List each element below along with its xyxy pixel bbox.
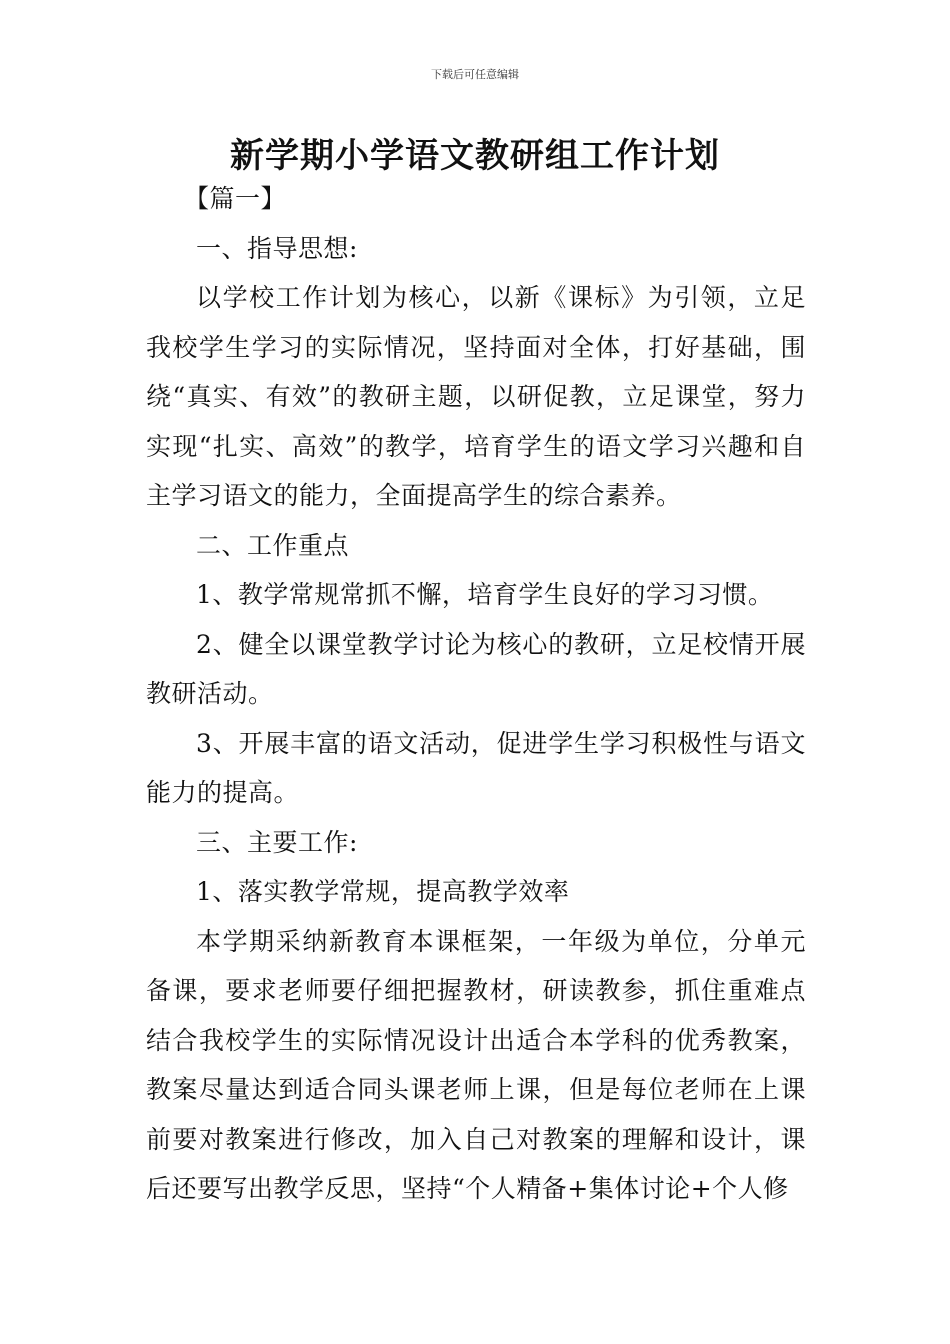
heading-work-focus: 二、工作重点 bbox=[196, 530, 350, 560]
heading-guiding-thought: 一、指导思想: bbox=[196, 233, 358, 263]
main-work-item-1: 1、落实教学常规，提高教学效率 bbox=[196, 877, 570, 906]
document-body bbox=[146, 174, 806, 1214]
document-title: 新学期小学语文教研组工作计划 bbox=[230, 136, 720, 176]
header-note: 下载后可任意编辑 bbox=[431, 68, 519, 81]
focus-item-2: 2、健全以课堂教学讨论为核心的教研，立足校情开展教研活动。 bbox=[146, 629, 806, 708]
section-marker: 【篇一】 bbox=[184, 184, 287, 213]
focus-item-3: 3、开展丰富的语文活动，促进学生学习积极性与语文能力的提高。 bbox=[146, 728, 806, 807]
focus-item-1: 1、教学常规常抓不懈，培育学生良好的学习习惯。 bbox=[196, 580, 774, 609]
heading-main-work: 三、主要工作: bbox=[196, 827, 358, 857]
paragraph-guiding-thought: 以学校工作计划为核心，以新《课标》为引领，立足我校学生学习的实际情况，坚持面对全体，打好基础，围绕“真实、有效”的教研主题，以研促教，立足课堂，努力实现“扎实、高效”的教学，培育学生的语文学习兴趣和自主学习语文的能力，全面提高学生的综合素养。 bbox=[146, 283, 806, 510]
paragraph-main-work: 本学期采纳新教育本课框架，一年级为单位，分单元备课，要求老师要仔细把握教材，研读教参，抓住重难点结合我校学生的实际情况设计出适合本学科的优秀教案，教案尽量达到适合同头课老师上课，但是每位老师在上课前要对教案进行修改，加入自己对教案的理解和设计，课后还要写出教学反思，坚持“个人精备+集体讨论+个人修 bbox=[146, 926, 806, 1203]
